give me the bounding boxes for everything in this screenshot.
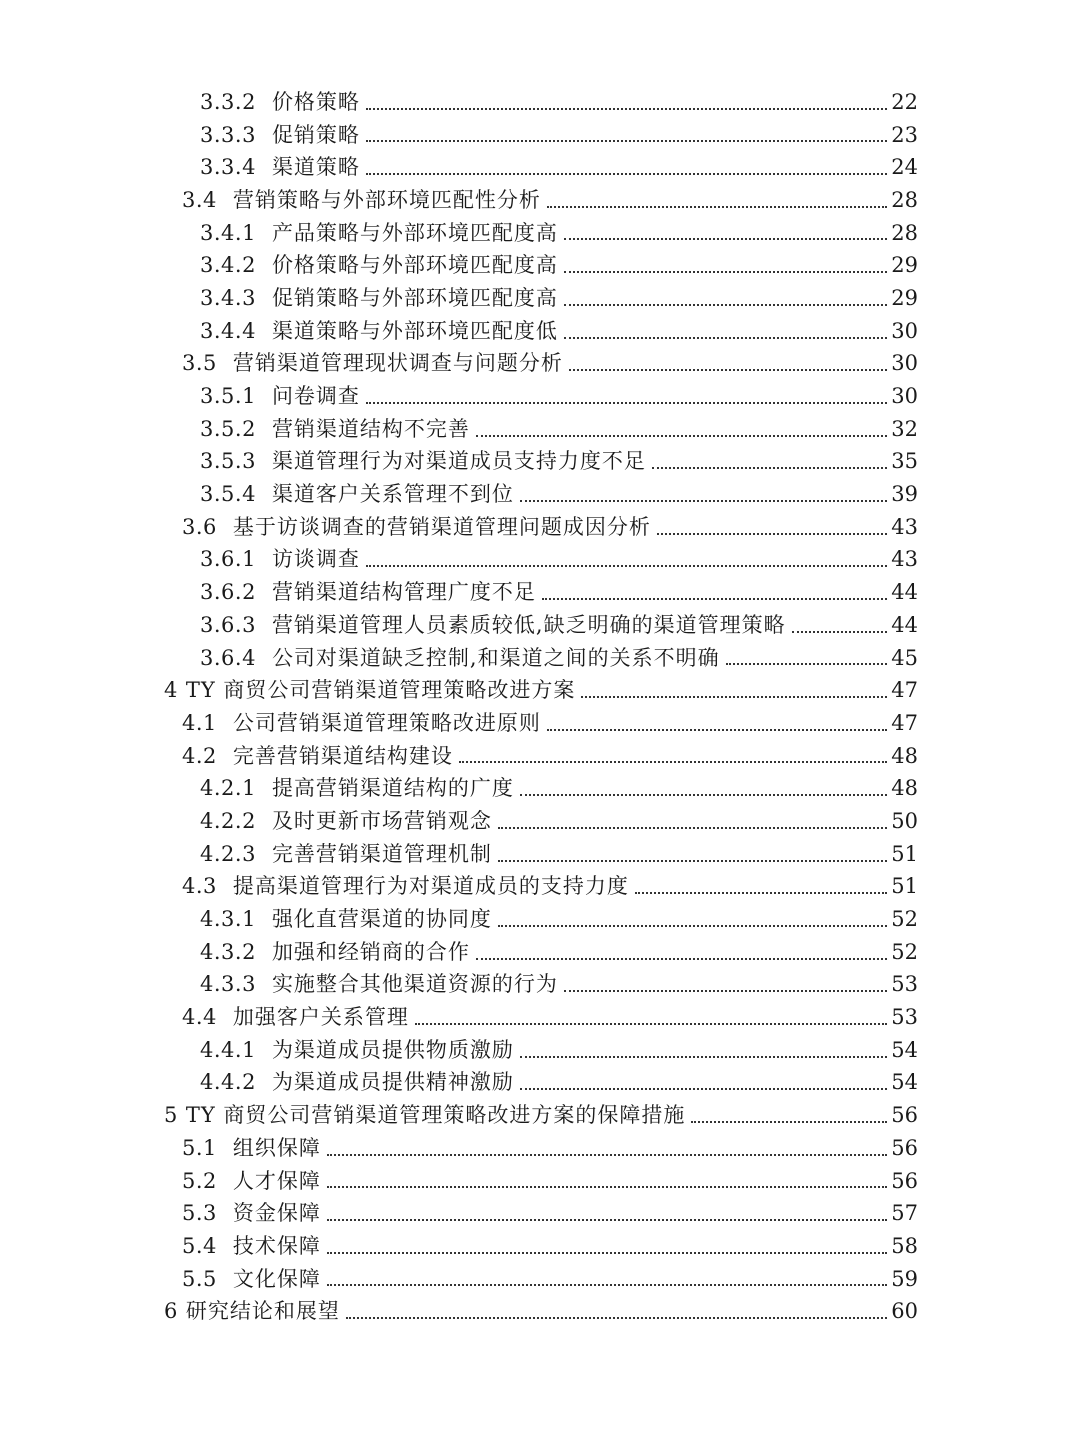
toc-entry-number: 3.6 [182, 514, 217, 539]
toc-leader-dots [366, 139, 887, 142]
toc-leader-dots [327, 1153, 887, 1156]
toc-leader-dots [564, 989, 887, 992]
toc-leader-dots [366, 564, 887, 567]
toc-leader-dots [792, 630, 888, 633]
toc-leader-dots [498, 859, 887, 862]
toc-entry-number: 3.6.2 [200, 580, 256, 605]
toc-entry-number: 3.4.4 [200, 318, 256, 343]
toc-entry-page: 30 [891, 351, 918, 376]
toc-entry-title: 资金保障 [232, 1201, 321, 1226]
toc-leader-dots [346, 1316, 887, 1319]
toc-entry-title: 营销渠道结构管理广度不足 [271, 580, 536, 605]
toc-entry-title: 渠道客户关系管理不到位 [271, 482, 514, 507]
toc-entry-page: 43 [891, 514, 918, 539]
toc-entry-title: 实施整合其他渠道资源的行为 [271, 972, 558, 997]
toc-entry-page: 45 [891, 645, 918, 670]
toc-entry-page: 60 [891, 1299, 918, 1324]
toc-leader-dots [366, 172, 887, 175]
toc-entry[interactable] [200, 217, 918, 250]
toc-entry[interactable] [164, 674, 918, 707]
toc-entry-number: 3.3.4 [200, 155, 256, 180]
toc-entry-number: 3.5 [182, 351, 217, 376]
toc-entry[interactable] [200, 805, 918, 838]
toc-entry[interactable] [164, 1099, 918, 1132]
toc-entry-number: 4.3.3 [200, 972, 256, 997]
toc-entry[interactable] [200, 838, 918, 871]
toc-entry-page: 35 [891, 449, 918, 474]
toc-entry-page: 43 [891, 547, 918, 572]
toc-entry-title: 价格策略与外部环境匹配度高 [271, 253, 558, 278]
toc-entry-page: 44 [891, 580, 918, 605]
toc-entry[interactable] [182, 1263, 918, 1296]
toc-entry-page: 23 [891, 122, 918, 147]
toc-entry-number: 5.1 [182, 1135, 217, 1160]
toc-leader-dots [459, 760, 887, 763]
toc-leader-dots [520, 793, 887, 796]
toc-entry-number: 4.2.2 [200, 808, 256, 833]
toc-entry-title: 促销策略与外部环境匹配度高 [271, 285, 558, 310]
toc-leader-dots [726, 662, 888, 665]
toc-entry-number: 5.4 [182, 1233, 217, 1258]
toc-entry[interactable] [200, 446, 918, 479]
toc-entry-number: 5.5 [182, 1266, 217, 1291]
toc-entry-number: 5 [164, 1103, 178, 1128]
toc-leader-dots [366, 401, 887, 404]
toc-entry-number: 3.5.4 [200, 482, 256, 507]
toc-entry-page: 30 [891, 384, 918, 409]
toc-entry-title: 组织保障 [232, 1135, 321, 1160]
toc-entry-number: 3.3.3 [200, 122, 256, 147]
toc-entry-page: 28 [891, 220, 918, 245]
toc-entry[interactable] [182, 740, 918, 773]
toc-leader-dots [327, 1283, 887, 1286]
toc-entry-page: 47 [891, 678, 918, 703]
toc-entry[interactable] [200, 642, 918, 675]
toc-entry[interactable] [200, 478, 918, 511]
toc-entry-page: 57 [891, 1201, 918, 1226]
toc-entry-number: 5.2 [182, 1168, 217, 1193]
toc-leader-dots [652, 466, 887, 469]
toc-entry[interactable] [182, 1001, 918, 1034]
toc-entry-title: TY 商贸公司营销渠道管理策略改进方案的保障措施 [185, 1103, 686, 1128]
toc-entry-title: 人才保障 [232, 1168, 321, 1193]
toc-leader-dots [691, 1120, 887, 1123]
toc-entry[interactable] [200, 1067, 918, 1100]
toc-leader-dots [657, 532, 887, 535]
toc-entry-title: 营销策略与外部环境匹配性分析 [232, 187, 541, 212]
toc-leader-dots [569, 368, 887, 371]
toc-entry[interactable] [200, 544, 918, 577]
toc-leader-dots [415, 1022, 887, 1025]
toc-entry-number: 3.4.2 [200, 253, 256, 278]
toc-entry-title: 访谈调查 [271, 547, 360, 572]
toc-entry[interactable] [200, 1034, 918, 1067]
toc-entry-page: 50 [891, 808, 918, 833]
toc-entry-page: 48 [891, 776, 918, 801]
toc-leader-dots [366, 107, 887, 110]
toc-entry-title: 强化直营渠道的协同度 [271, 907, 492, 932]
toc-entry-page: 51 [891, 841, 918, 866]
toc-entry-title: 完善营销渠道结构建设 [232, 743, 453, 768]
toc-entry[interactable] [200, 413, 918, 446]
toc-entry[interactable] [200, 151, 918, 184]
toc-leader-dots [327, 1185, 887, 1188]
toc-entry[interactable] [200, 969, 918, 1002]
toc-entry-number: 3.5.2 [200, 416, 256, 441]
toc-entry-title: 渠道管理行为对渠道成员支持力度不足 [271, 449, 646, 474]
toc-entry-number: 4.3.2 [200, 939, 256, 964]
toc-entry-number: 4.4.2 [200, 1070, 256, 1095]
toc-entry-page: 56 [891, 1168, 918, 1193]
toc-entry-number: 4.1 [182, 710, 217, 735]
toc-entry-title: 为渠道成员提供物质激励 [271, 1037, 514, 1062]
toc-entry-title: 价格策略 [271, 89, 360, 114]
toc-leader-dots [542, 597, 887, 600]
toc-entry-number: 3.6.4 [200, 645, 256, 670]
toc-leader-dots [564, 237, 887, 240]
toc-entry[interactable] [200, 380, 918, 413]
table-of-contents [0, 86, 1080, 1328]
toc-entry-page: 24 [891, 155, 918, 180]
toc-entry-page: 59 [891, 1266, 918, 1291]
toc-entry-page: 54 [891, 1070, 918, 1095]
toc-leader-dots [520, 1055, 887, 1058]
toc-entry-number: 4.3 [182, 874, 217, 899]
toc-entry-title: 问卷调查 [271, 384, 360, 409]
toc-entry-title: 为渠道成员提供精神激励 [271, 1070, 514, 1095]
toc-leader-dots [547, 205, 887, 208]
toc-entry[interactable] [182, 511, 918, 544]
toc-entry[interactable] [200, 315, 918, 348]
toc-entry-title: 提高营销渠道结构的广度 [271, 776, 514, 801]
toc-entry-number: 4.2.1 [200, 776, 256, 801]
toc-entry-title: 加强和经销商的合作 [271, 939, 470, 964]
toc-entry-number: 3.5.1 [200, 384, 256, 409]
toc-leader-dots [564, 303, 887, 306]
toc-entry-page: 52 [891, 907, 918, 932]
toc-entry-number: 3.6.1 [200, 547, 256, 572]
toc-entry[interactable] [200, 903, 918, 936]
toc-entry[interactable] [182, 1197, 918, 1230]
toc-entry-title: 基于访谈调查的营销渠道管理问题成因分析 [232, 514, 651, 539]
toc-entry-number: 6 [164, 1299, 178, 1324]
toc-entry-page: 56 [891, 1103, 918, 1128]
toc-entry-title: 加强客户关系管理 [232, 1005, 409, 1030]
toc-entry-title: 技术保障 [232, 1233, 321, 1258]
toc-entry-page: 52 [891, 939, 918, 964]
toc-entry[interactable] [200, 119, 918, 152]
toc-leader-dots [635, 891, 887, 894]
toc-entry-page: 44 [891, 612, 918, 637]
toc-leader-dots [520, 1087, 887, 1090]
toc-entry-title: 公司对渠道缺乏控制,和渠道之间的关系不明确 [271, 645, 720, 670]
toc-leader-dots [498, 924, 887, 927]
toc-leader-dots [327, 1218, 887, 1221]
toc-entry-title: 产品策略与外部环境匹配度高 [271, 220, 558, 245]
toc-entry-title: 公司营销渠道管理策略改进原则 [232, 710, 541, 735]
toc-leader-dots [520, 499, 887, 502]
toc-leader-dots [498, 826, 887, 829]
toc-entry-number: 4 [164, 678, 178, 703]
toc-entry-number: 3.4.1 [200, 220, 256, 245]
toc-entry-title: 促销策略 [271, 122, 360, 147]
toc-entry-title: 渠道策略 [271, 155, 360, 180]
toc-entry[interactable] [182, 871, 918, 904]
toc-leader-dots [476, 434, 887, 437]
toc-entry[interactable] [200, 936, 918, 969]
toc-entry[interactable] [182, 1132, 918, 1165]
toc-entry-title: 文化保障 [232, 1266, 321, 1291]
toc-entry-page: 22 [891, 89, 918, 114]
toc-leader-dots [564, 336, 887, 339]
toc-entry[interactable] [182, 707, 918, 740]
toc-leader-dots [547, 728, 887, 731]
toc-entry[interactable] [182, 184, 918, 217]
toc-entry-title: 及时更新市场营销观念 [271, 808, 492, 833]
toc-entry-page: 39 [891, 482, 918, 507]
toc-entry-page: 28 [891, 187, 918, 212]
toc-entry-title: 研究结论和展望 [185, 1299, 340, 1324]
toc-entry-title: 渠道策略与外部环境匹配度低 [271, 318, 558, 343]
toc-entry-page: 29 [891, 253, 918, 278]
toc-entry-number: 3.4.3 [200, 285, 256, 310]
toc-entry-title: 营销渠道结构不完善 [271, 416, 470, 441]
toc-entry-page: 47 [891, 710, 918, 735]
toc-entry-page: 53 [891, 972, 918, 997]
toc-entry[interactable] [164, 1295, 918, 1328]
toc-leader-dots [581, 695, 887, 698]
toc-entry-number: 3.4 [182, 187, 217, 212]
toc-entry-page: 48 [891, 743, 918, 768]
toc-entry-number: 3.5.3 [200, 449, 256, 474]
toc-leader-dots [564, 270, 887, 273]
toc-entry-page: 58 [891, 1233, 918, 1258]
toc-entry-title: 提高渠道管理行为对渠道成员的支持力度 [232, 874, 629, 899]
toc-entry-title: TY 商贸公司营销渠道管理策略改进方案 [185, 678, 576, 703]
toc-entry-title: 营销渠道管理现状调查与问题分析 [232, 351, 563, 376]
toc-entry-page: 54 [891, 1037, 918, 1062]
toc-entry-number: 4.4 [182, 1005, 217, 1030]
toc-entry-number: 4.2.3 [200, 841, 256, 866]
toc-entry[interactable] [200, 609, 918, 642]
toc-entry-title: 完善营销渠道管理机制 [271, 841, 492, 866]
toc-entry-page: 30 [891, 318, 918, 343]
toc-entry[interactable] [200, 249, 918, 282]
toc-leader-dots [476, 957, 887, 960]
toc-entry[interactable] [182, 1230, 918, 1263]
toc-leader-dots [327, 1251, 887, 1254]
toc-entry[interactable] [182, 1165, 918, 1198]
toc-entry-number: 4.2 [182, 743, 217, 768]
toc-entry-page: 56 [891, 1135, 918, 1160]
toc-entry-page: 29 [891, 285, 918, 310]
toc-entry-page: 53 [891, 1005, 918, 1030]
toc-entry-number: 4.3.1 [200, 907, 256, 932]
toc-entry-page: 51 [891, 874, 918, 899]
toc-entry-page: 32 [891, 416, 918, 441]
toc-entry[interactable] [200, 576, 918, 609]
toc-entry-title: 营销渠道管理人员素质较低,缺乏明确的渠道管理策略 [271, 612, 786, 637]
toc-entry-number: 3.6.3 [200, 612, 256, 637]
toc-entry-number: 5.3 [182, 1201, 217, 1226]
toc-entry[interactable] [182, 348, 918, 381]
toc-entry-number: 3.3.2 [200, 89, 256, 114]
toc-entry-number: 4.4.1 [200, 1037, 256, 1062]
toc-entry[interactable] [200, 772, 918, 805]
toc-entry[interactable] [200, 86, 918, 119]
toc-entry[interactable] [200, 282, 918, 315]
